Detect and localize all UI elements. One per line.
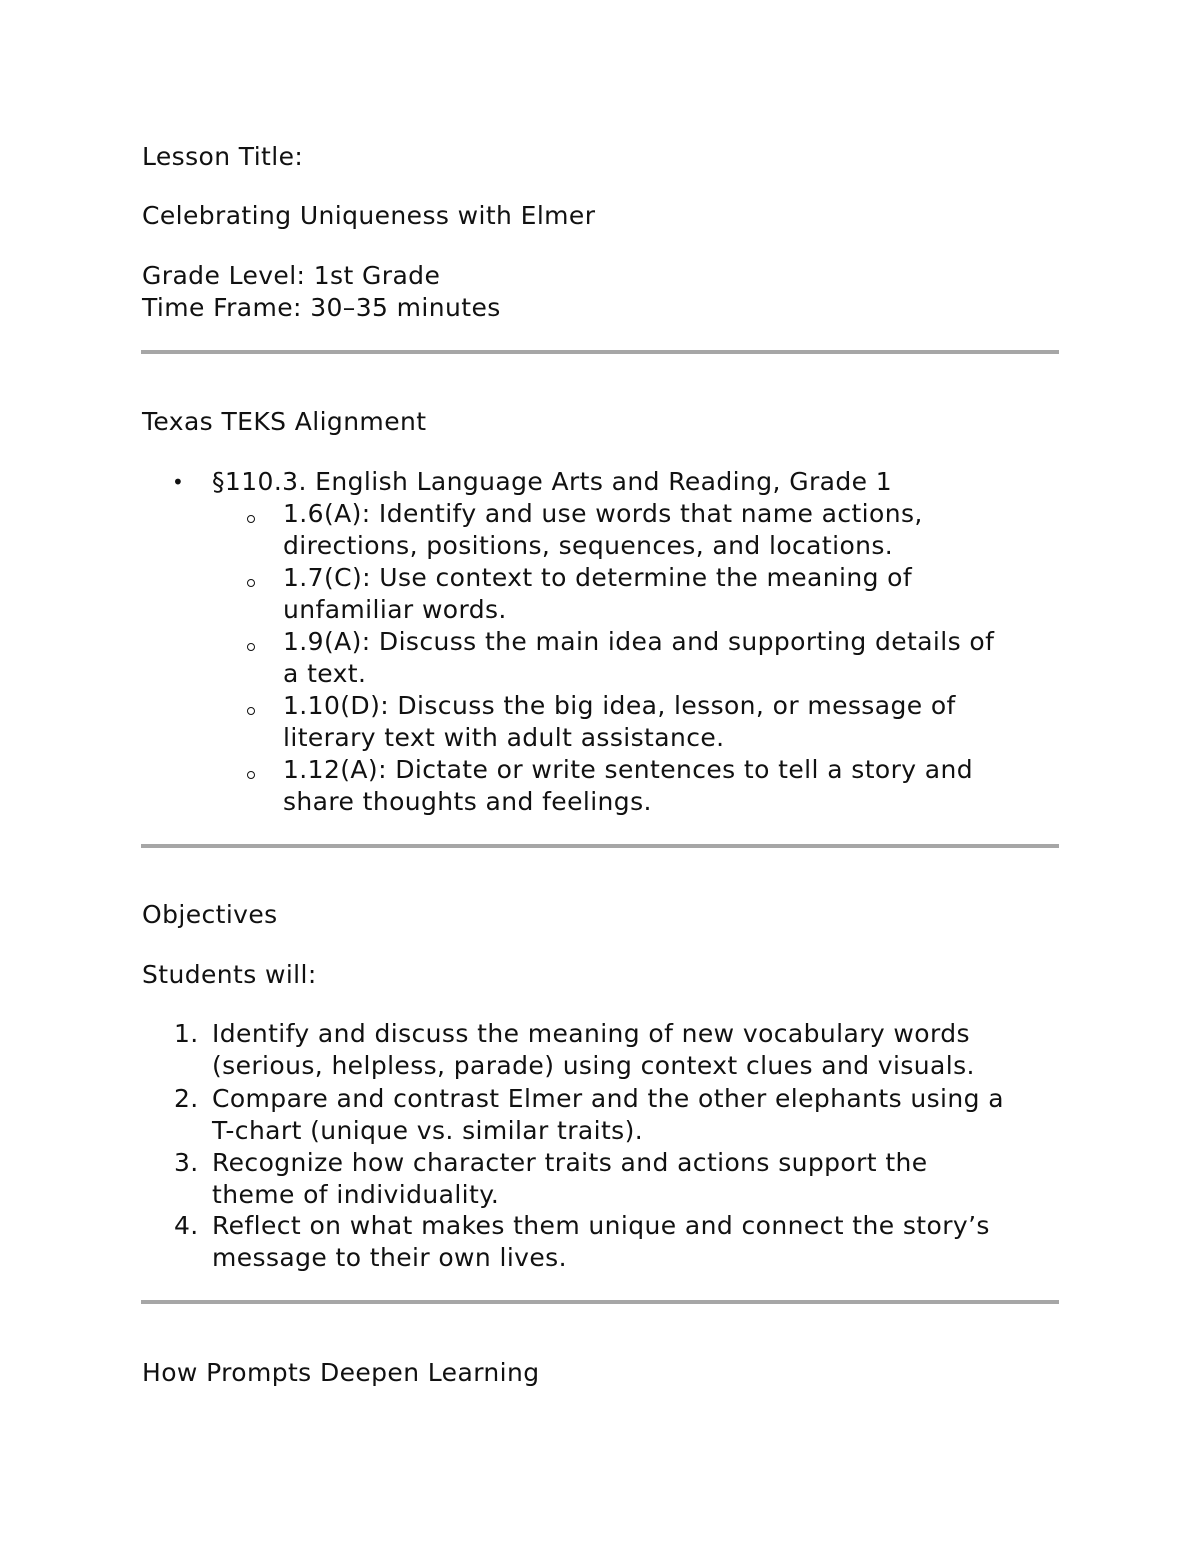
grade-level: Grade Level: 1st Grade: [142, 261, 441, 290]
bullet-icon: •: [172, 470, 185, 494]
circle-bullet-icon: [247, 771, 255, 779]
objective-line: Identify and discuss the meaning of new vocabulary words: [212, 1019, 970, 1048]
lesson-title: Celebrating Uniqueness with Elmer: [142, 201, 596, 230]
objective-line: theme of individuality.: [212, 1180, 500, 1209]
teks-sub-item-line: 1.7(C): Use context to determine the meaning of: [283, 563, 913, 592]
circle-bullet-icon: [247, 707, 255, 715]
teks-sub-item-line: share thoughts and feelings.: [283, 787, 652, 816]
teks-sub-item-line: 1.9(A): Discuss the main idea and supporting details of: [283, 627, 995, 656]
objectives-intro: Students will:: [142, 960, 317, 989]
teks-sub-item-line: 1.10(D): Discuss the big idea, lesson, or message of: [283, 691, 956, 720]
list-number: 3.: [174, 1148, 199, 1177]
teks-sub-item-line: unfamiliar words.: [283, 595, 507, 624]
teks-sub-item-line: a text.: [283, 659, 367, 688]
objective-line: Recognize how character traits and actions support the: [212, 1148, 928, 1177]
section-divider: [141, 1300, 1059, 1304]
teks-sub-item-line: 1.12(A): Dictate or write sentences to tell a story and: [283, 755, 974, 784]
list-number: 4.: [174, 1211, 199, 1240]
circle-bullet-icon: [247, 579, 255, 587]
objectives-heading: Objectives: [142, 900, 278, 929]
circle-bullet-icon: [247, 643, 255, 651]
lesson-title-label: Lesson Title:: [142, 142, 304, 171]
teks-sub-item-line: literary text with adult assistance.: [283, 723, 725, 752]
prompts-heading: How Prompts Deepen Learning: [142, 1358, 540, 1387]
list-number: 2.: [174, 1084, 199, 1113]
objective-line: Compare and contrast Elmer and the other elephants using a: [212, 1084, 1004, 1113]
objective-line: (serious, helpless, parade) using context clues and visuals.: [212, 1051, 975, 1080]
teks-sub-item-line: directions, positions, sequences, and locations.: [283, 531, 894, 560]
objective-line: T-chart (unique vs. similar traits).: [212, 1116, 644, 1145]
circle-bullet-icon: [247, 515, 255, 523]
teks-sub-item-line: 1.6(A): Identify and use words that name actions,: [283, 499, 923, 528]
objective-line: Reflect on what makes them unique and connect the story’s: [212, 1211, 990, 1240]
time-frame: Time Frame: 30–35 minutes: [142, 293, 501, 322]
teks-heading: Texas TEKS Alignment: [142, 407, 427, 436]
section-divider: [141, 350, 1059, 354]
section-divider: [141, 844, 1059, 848]
objective-line: message to their own lives.: [212, 1243, 567, 1272]
teks-main-item: §110.3. English Language Arts and Reading, Grade 1: [212, 467, 893, 496]
list-number: 1.: [174, 1019, 199, 1048]
